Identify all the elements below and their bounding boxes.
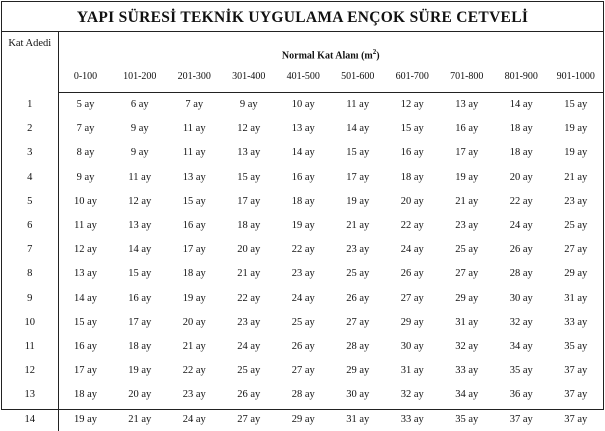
duration-cell: 13 ay: [128, 220, 152, 232]
duration-cell: 31 ay: [400, 365, 424, 377]
duration-cell: 21 ay: [128, 413, 152, 425]
range-header: 201-300: [167, 62, 222, 92]
duration-cell: 16 ay: [291, 171, 315, 183]
duration-cell: 22 ay: [182, 365, 206, 377]
duration-cell: 35 ay: [564, 340, 588, 352]
duration-cell: 12 ay: [400, 99, 424, 111]
duration-cell: 20 ay: [182, 316, 206, 328]
duration-cell: 25 ay: [237, 365, 261, 377]
duration-cell: 27 ay: [346, 316, 370, 328]
duration-cell: 11 ay: [128, 171, 152, 183]
duration-cell: 15 ay: [346, 147, 370, 159]
table-row: [2, 189, 603, 213]
duration-cell: 26 ay: [346, 292, 370, 304]
duration-cell: 9 ay: [130, 123, 149, 135]
duration-cell: 18 ay: [237, 220, 261, 232]
duration-cell: 19 ay: [182, 292, 206, 304]
kat-adedi-cell: 12: [2, 359, 58, 383]
duration-cell: 19 ay: [291, 220, 315, 232]
duration-cell: 31 ay: [455, 316, 479, 328]
duration-cell: 29 ay: [346, 365, 370, 377]
duration-cell: 16 ay: [400, 147, 424, 159]
kat-adedi-cell: 8: [2, 262, 58, 286]
duration-cell: 7 ay: [185, 99, 204, 111]
duration-cell: 25 ay: [346, 268, 370, 280]
duration-cell: 19 ay: [564, 147, 588, 159]
duration-cell: 19 ay: [128, 365, 152, 377]
duration-cell: 20 ay: [128, 389, 152, 401]
header-alan-sup: 2: [372, 48, 377, 57]
duration-cell: 18 ay: [182, 268, 206, 280]
duration-cell: 26 ay: [291, 340, 315, 352]
kat-adedi-cell: 9: [2, 286, 58, 310]
range-header: 701-800: [440, 62, 495, 92]
duration-cell: 25 ay: [455, 244, 479, 256]
duration-cell: 17 ay: [128, 316, 152, 328]
kat-adedi-cell: 2: [2, 117, 58, 141]
duration-cell: 15 ay: [182, 195, 206, 207]
duration-cell: 27 ay: [455, 268, 479, 280]
duration-cell: 28 ay: [291, 389, 315, 401]
range-header-row: [2, 62, 603, 92]
duration-cell: 18 ay: [400, 171, 424, 183]
duration-cell: 17 ay: [73, 365, 98, 377]
range-header: 0-100: [58, 62, 113, 92]
duration-cell: 16 ay: [455, 123, 479, 135]
table-row: [2, 310, 603, 334]
duration-cell: 28 ay: [509, 268, 533, 280]
duration-cell: 19 ay: [346, 195, 370, 207]
duration-cell: 27 ay: [564, 244, 588, 256]
duration-cell: 23 ay: [237, 316, 261, 328]
duration-cell: 13 ay: [455, 99, 479, 111]
table-row: [2, 165, 603, 189]
duration-cell: 37 ay: [564, 389, 588, 401]
table-row: [2, 383, 603, 407]
duration-cell: 5 ay: [76, 99, 95, 111]
duration-cell: 18 ay: [291, 195, 315, 207]
duration-cell: 21 ay: [182, 340, 206, 352]
duration-cell: 11 ay: [182, 147, 206, 159]
duration-cell: 19 ay: [73, 413, 98, 425]
duration-cell: 18 ay: [509, 123, 533, 135]
table-row: [2, 238, 603, 262]
table-body: [2, 92, 603, 431]
header-kat-adedi: Kat Adedi: [2, 32, 58, 92]
duration-cell: 14 ay: [73, 292, 98, 304]
range-header: 901-1000: [549, 62, 604, 92]
duration-cell: 12 ay: [128, 195, 152, 207]
duration-cell: 20 ay: [237, 244, 261, 256]
duration-cell: 17 ay: [182, 244, 206, 256]
duration-cell: 30 ay: [346, 389, 370, 401]
duration-cell: 18 ay: [509, 147, 533, 159]
duration-cell: 22 ay: [509, 195, 533, 207]
duration-cell: 30 ay: [509, 292, 533, 304]
kat-adedi-cell: 11: [2, 334, 58, 358]
duration-cell: 9 ay: [76, 171, 95, 183]
duration-cell: 18 ay: [128, 340, 152, 352]
range-header: 101-200: [113, 62, 168, 92]
duration-cell: 24 ay: [237, 340, 261, 352]
duration-cell: 21 ay: [564, 171, 588, 183]
duration-cell: 32 ay: [509, 316, 533, 328]
duration-cell: 31 ay: [346, 413, 370, 425]
duration-cell: 32 ay: [400, 389, 424, 401]
kat-adedi-cell: 7: [2, 238, 58, 262]
table-row: [2, 92, 603, 117]
kat-adedi-cell: 4: [2, 165, 58, 189]
header-alan-label: Normal Kat Alanı (m: [281, 50, 373, 62]
duration-cell: 21 ay: [237, 268, 261, 280]
duration-cell: 35 ay: [455, 413, 479, 425]
duration-cell: 15 ay: [564, 99, 588, 111]
duration-cell: 10 ay: [291, 99, 315, 111]
duration-cell: 17 ay: [346, 171, 370, 183]
duration-cell: 22 ay: [237, 292, 261, 304]
duration-cell: 19 ay: [455, 171, 479, 183]
duration-cell: 21 ay: [455, 195, 479, 207]
duration-cell: 10 ay: [73, 195, 98, 207]
duration-cell: 18 ay: [73, 389, 98, 401]
duration-cell: 24 ay: [509, 220, 533, 232]
duration-cell: 17 ay: [237, 195, 261, 207]
table-row: [2, 262, 603, 286]
header-normal-kat-alani: [58, 32, 603, 62]
duration-cell: 15 ay: [400, 123, 424, 135]
duration-cell: 20 ay: [509, 171, 533, 183]
duration-cell: 7 ay: [76, 123, 95, 135]
kat-adedi-cell: 1: [2, 92, 58, 117]
duration-cell: 16 ay: [128, 292, 152, 304]
table-row: [2, 359, 603, 383]
duration-cell: 12 ay: [73, 244, 98, 256]
duration-cell: 23 ay: [291, 268, 315, 280]
table-row: [2, 141, 603, 165]
duration-cell: 20 ay: [400, 195, 424, 207]
duration-cell: 14 ay: [509, 99, 533, 111]
duration-cell: 9 ay: [239, 99, 258, 111]
table-row: [2, 213, 603, 237]
duration-cell: 24 ay: [291, 292, 315, 304]
duration-cell: 23 ay: [182, 389, 206, 401]
duration-cell: 28 ay: [346, 340, 370, 352]
duration-cell: 17 ay: [455, 147, 479, 159]
range-header: 301-400: [222, 62, 277, 92]
table-title: YAPI SÜRESİ TEKNİK UYGULAMA ENÇOK SÜRE CETVELİ: [2, 2, 603, 32]
duration-cell: 32 ay: [455, 340, 479, 352]
duration-cell: 15 ay: [73, 316, 98, 328]
duration-cell: 22 ay: [291, 244, 315, 256]
kat-adedi-cell: 13: [2, 383, 58, 407]
duration-cell: 15 ay: [237, 171, 261, 183]
duration-cell: 19 ay: [564, 123, 588, 135]
duration-cell: 13 ay: [237, 147, 261, 159]
table-row: [2, 407, 603, 431]
duration-cell: 37 ay: [564, 413, 588, 425]
duration-cell: 14 ay: [346, 123, 370, 135]
table-row: [2, 286, 603, 310]
kat-adedi-cell: 14: [2, 407, 58, 431]
duration-cell: 25 ay: [291, 316, 315, 328]
range-header: 601-700: [385, 62, 440, 92]
duration-cell: 34 ay: [455, 389, 479, 401]
table-row: [2, 117, 603, 141]
duration-cell: 31 ay: [564, 292, 588, 304]
duration-cell: 27 ay: [400, 292, 424, 304]
duration-cell: 16 ay: [182, 220, 206, 232]
duration-cell: 37 ay: [509, 413, 533, 425]
duration-cell: 9 ay: [130, 147, 149, 159]
duration-cell: 26 ay: [237, 389, 261, 401]
duration-cell: 11 ay: [182, 123, 206, 135]
duration-cell: 16 ay: [73, 340, 98, 352]
duration-cell: 33 ay: [400, 413, 424, 425]
kat-adedi-cell: 5: [2, 189, 58, 213]
duration-cell: 13 ay: [182, 171, 206, 183]
duration-cell: 33 ay: [455, 365, 479, 377]
duration-cell: 36 ay: [509, 389, 533, 401]
table-row: [2, 334, 603, 358]
range-header: 501-600: [331, 62, 386, 92]
duration-cell: 37 ay: [564, 365, 588, 377]
duration-cell: 12 ay: [237, 123, 261, 135]
duration-cell: 13 ay: [291, 123, 315, 135]
duration-cell: 13 ay: [73, 268, 98, 280]
duration-cell: 21 ay: [346, 220, 370, 232]
header-alan-close: ): [376, 50, 380, 62]
duration-cell: 29 ay: [564, 268, 588, 280]
duration-cell: 15 ay: [128, 268, 152, 280]
duration-cell: 29 ay: [455, 292, 479, 304]
range-header: 801-900: [494, 62, 549, 92]
duration-cell: 11 ay: [346, 99, 370, 111]
kat-adedi-cell: 6: [2, 213, 58, 237]
duration-cell: 22 ay: [400, 220, 424, 232]
duration-cell: 26 ay: [509, 244, 533, 256]
duration-cell: 24 ay: [182, 413, 206, 425]
duration-cell: 34 ay: [509, 340, 533, 352]
duration-table-sheet: [1, 1, 604, 425]
duration-table: [2, 32, 603, 431]
duration-cell: 8 ay: [76, 147, 95, 159]
duration-cell: 14 ay: [291, 147, 315, 159]
duration-cell: 23 ay: [346, 244, 370, 256]
duration-cell: 27 ay: [237, 413, 261, 425]
duration-cell: 23 ay: [455, 220, 479, 232]
duration-cell: 14 ay: [128, 244, 152, 256]
duration-cell: 24 ay: [400, 244, 424, 256]
duration-cell: 23 ay: [564, 195, 588, 207]
duration-cell: 29 ay: [400, 316, 424, 328]
duration-cell: 26 ay: [400, 268, 424, 280]
duration-cell: 6 ay: [130, 99, 149, 111]
kat-adedi-cell: 10: [2, 310, 58, 334]
duration-cell: 25 ay: [564, 220, 588, 232]
kat-adedi-cell: 3: [2, 141, 58, 165]
duration-cell: 33 ay: [564, 316, 588, 328]
duration-cell: 29 ay: [291, 413, 315, 425]
duration-cell: 35 ay: [509, 365, 533, 377]
duration-cell: 11 ay: [74, 220, 97, 232]
duration-cell: 27 ay: [291, 365, 315, 377]
range-header: 401-500: [276, 62, 331, 92]
duration-cell: 30 ay: [400, 340, 424, 352]
